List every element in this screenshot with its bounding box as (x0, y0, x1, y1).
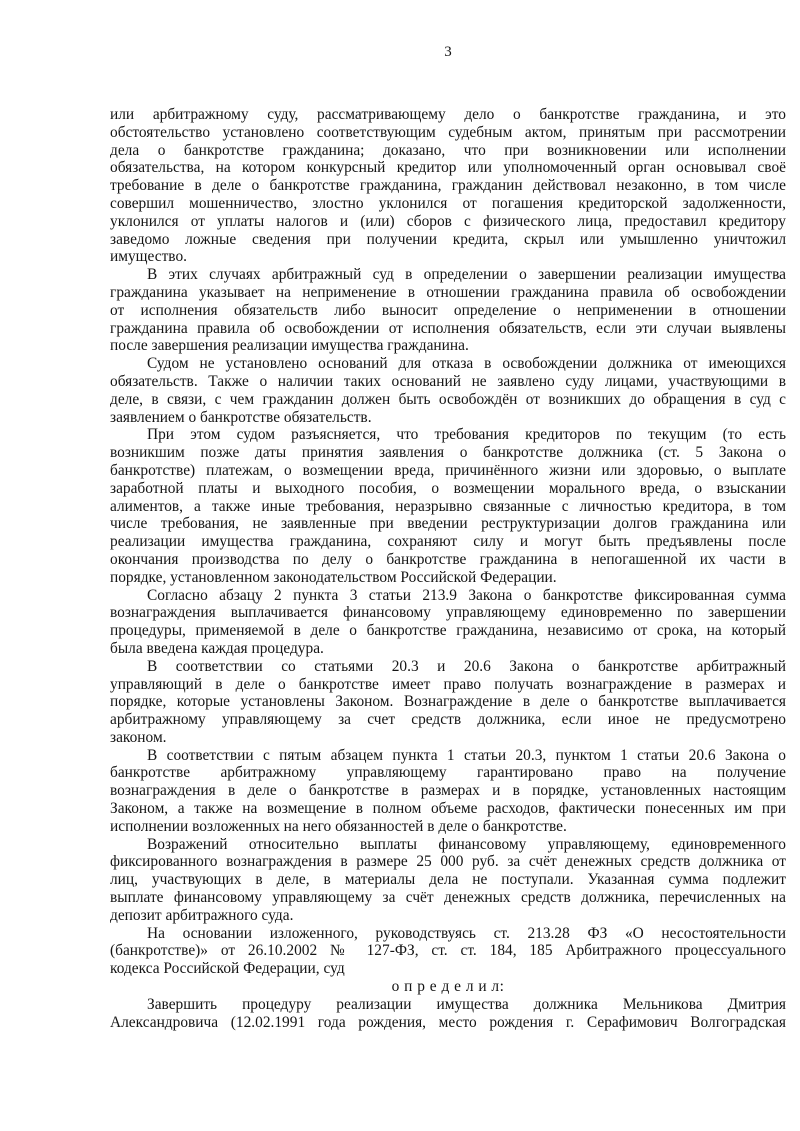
text-line: обязательства, на котором конкурсный кредитор или уполномоченный орган основывал своё (110, 159, 786, 177)
text-line: обязательств. Также о наличии таких оснований не заявлено суду лицами, участвующими в (110, 372, 786, 390)
text-line: (банкротстве)» от 26.10.2002 № 127-ФЗ, ст. ст. 184, 185 Арбитражного процессуального (110, 942, 786, 960)
text-line: порядке, установленном законодательством Российской Федерации. (110, 568, 557, 586)
text-line: Возражений относительно выплаты финансовому управляющему, единовременного (147, 835, 786, 853)
text-line: законом. (110, 728, 167, 746)
text-line: При этом судом разъясняется, что требования кредиторов по текущим (то есть (147, 426, 786, 444)
text-line: обстоятельство установлено соответствующим судебным актом, принятым при рассмотрении (110, 123, 786, 141)
text-line: порядке, которые установлены Законом. Вознаграждение в деле о банкротстве выплачивается (110, 693, 786, 711)
text-line: Завершить процедуру реализации имущества должника Мельникова Дмитрия (147, 995, 786, 1013)
text-line: вознаграждения выплачивается финансовому управляющему единовременно по завершении (110, 604, 786, 622)
text-line: банкротстве арбитражному управляющему гарантировано право на получение (110, 764, 786, 782)
text-line: депозит арбитражного суда. (110, 906, 294, 924)
text-line: или арбитражному суду, рассматривающему дело о банкротстве гражданина, и это (110, 106, 786, 123)
text-line: реализации имущества гражданина, сохраняют силу и могут быть предъявлены после (110, 533, 786, 551)
text-line: была введена каждая процедура. (110, 639, 324, 657)
text-line: числе требования, не заявленные при введении реструктуризации долгов гражданина или (110, 515, 786, 533)
text-line: банкротстве) платежам, о возмещении вреда, причинённого жизни или здоровью, о выплате (110, 461, 786, 479)
ruling-keyword-line: о п р е д е л и л: (391, 978, 505, 996)
text-line: В этих случаях арбитражный суд в определении о завершении реализации имущества (147, 266, 786, 284)
text-line: заявлением о банкротстве обязательств. (110, 408, 372, 426)
text-line: управляющий в деле о банкротстве имеет право получать вознаграждение в размерах и (110, 675, 786, 693)
text-line: Александровича (12.02.1991 года рождения, место рождения г. Серафимович Волгоградская (110, 1013, 786, 1031)
text-line: заработной платы и выходного пособия, о возмещении морального вреда, о взыскании (110, 479, 786, 497)
text-line: возникшим позже даты принятия заявления о банкротстве должника (ст. 5 Закона о (110, 444, 786, 462)
text-line: В соответствии с пятым абзацем пункта 1 статьи 20.3, пунктом 1 статьи 20.6 Закона о (147, 746, 786, 764)
text-line: Законом, а также на возмещение в полном объеме расходов, фактически понесенных им при (110, 800, 786, 818)
text-line: Согласно абзацу 2 пункта 3 статьи 213.9 Закона о банкротстве фиксированная сумма (147, 586, 786, 604)
text-line: заведомо ложные сведения при получении кредита, скрыл или умышленно уничтожил (110, 230, 786, 248)
text-line: исполнении возложенных на него обязанностей в деле о банкротстве. (110, 817, 567, 835)
text-line: алиментов, а также иные требования, неразрывно связанные с личностью кредитора, в том (110, 497, 786, 515)
text-line: деле, в связи, с чем гражданин должен быть освобождён от возникших до обращения в суд с (110, 390, 786, 408)
text-line: совершил мошенничество, злостно уклонился от погашения кредиторской задолженности, (110, 194, 786, 212)
text-line: уклонился от уплаты налогов и (или) сборов с физического лица, предоставил кредитору (110, 212, 786, 230)
text-line: окончания производства по делу о банкротстве гражданина в непогашенной их части в (110, 550, 786, 568)
text-line: гражданина правила об освобождении от исполнения обязательств, если эти случаи выявлены (110, 319, 786, 337)
text-line: кодекса Российской Федерации, суд (110, 960, 345, 978)
text-line: от исполнения обязательств либо выносит определение о неприменении в отношении (110, 301, 786, 319)
text-line: после завершения реализации имущества гражданина. (110, 337, 469, 355)
text-line: процедуры, применяемой в деле о банкротстве гражданина, независимо от срока, на который (110, 622, 786, 640)
text-line: гражданина указывает на неприменение в отношении гражданина правила об освобождении (110, 283, 786, 301)
text-line: выплате финансовому управляющему за счёт денежных средств должника, перечисленных на (110, 889, 786, 907)
text-line: арбитражному управляющему за счет средств должника, если иное не предусмотрено (110, 711, 786, 729)
text-line: требование в деле о банкротстве гражданина, гражданин действовал незаконно, в том числе (110, 177, 786, 195)
text-line: фиксированного вознаграждения в размере 25 000 руб. за счёт денежных средств должника от (110, 853, 786, 871)
text-line: дела о банкротстве гражданина; доказано, что при возникновении или исполнении (110, 141, 786, 159)
text-line: лиц, участвующих в деле, в материалы дела не поступали. Указанная сумма подлежит (110, 871, 786, 889)
text-line: имущество. (110, 248, 187, 266)
page-number: 3 (444, 44, 452, 60)
text-line: вознаграждения в деле о банкротстве в размерах и в порядке, установленных настоящим (110, 782, 786, 800)
text-block (110, 106, 786, 1031)
text-line: На основании изложенного, руководствуясь ст. 213.28 ФЗ «О несостоятельности (147, 924, 786, 942)
text-line: Судом не установлено оснований для отказа в освобождении должника от имеющихся (147, 355, 786, 373)
text-line: В соответствии со статьями 20.3 и 20.6 Закона о банкротстве арбитражный (147, 657, 786, 675)
